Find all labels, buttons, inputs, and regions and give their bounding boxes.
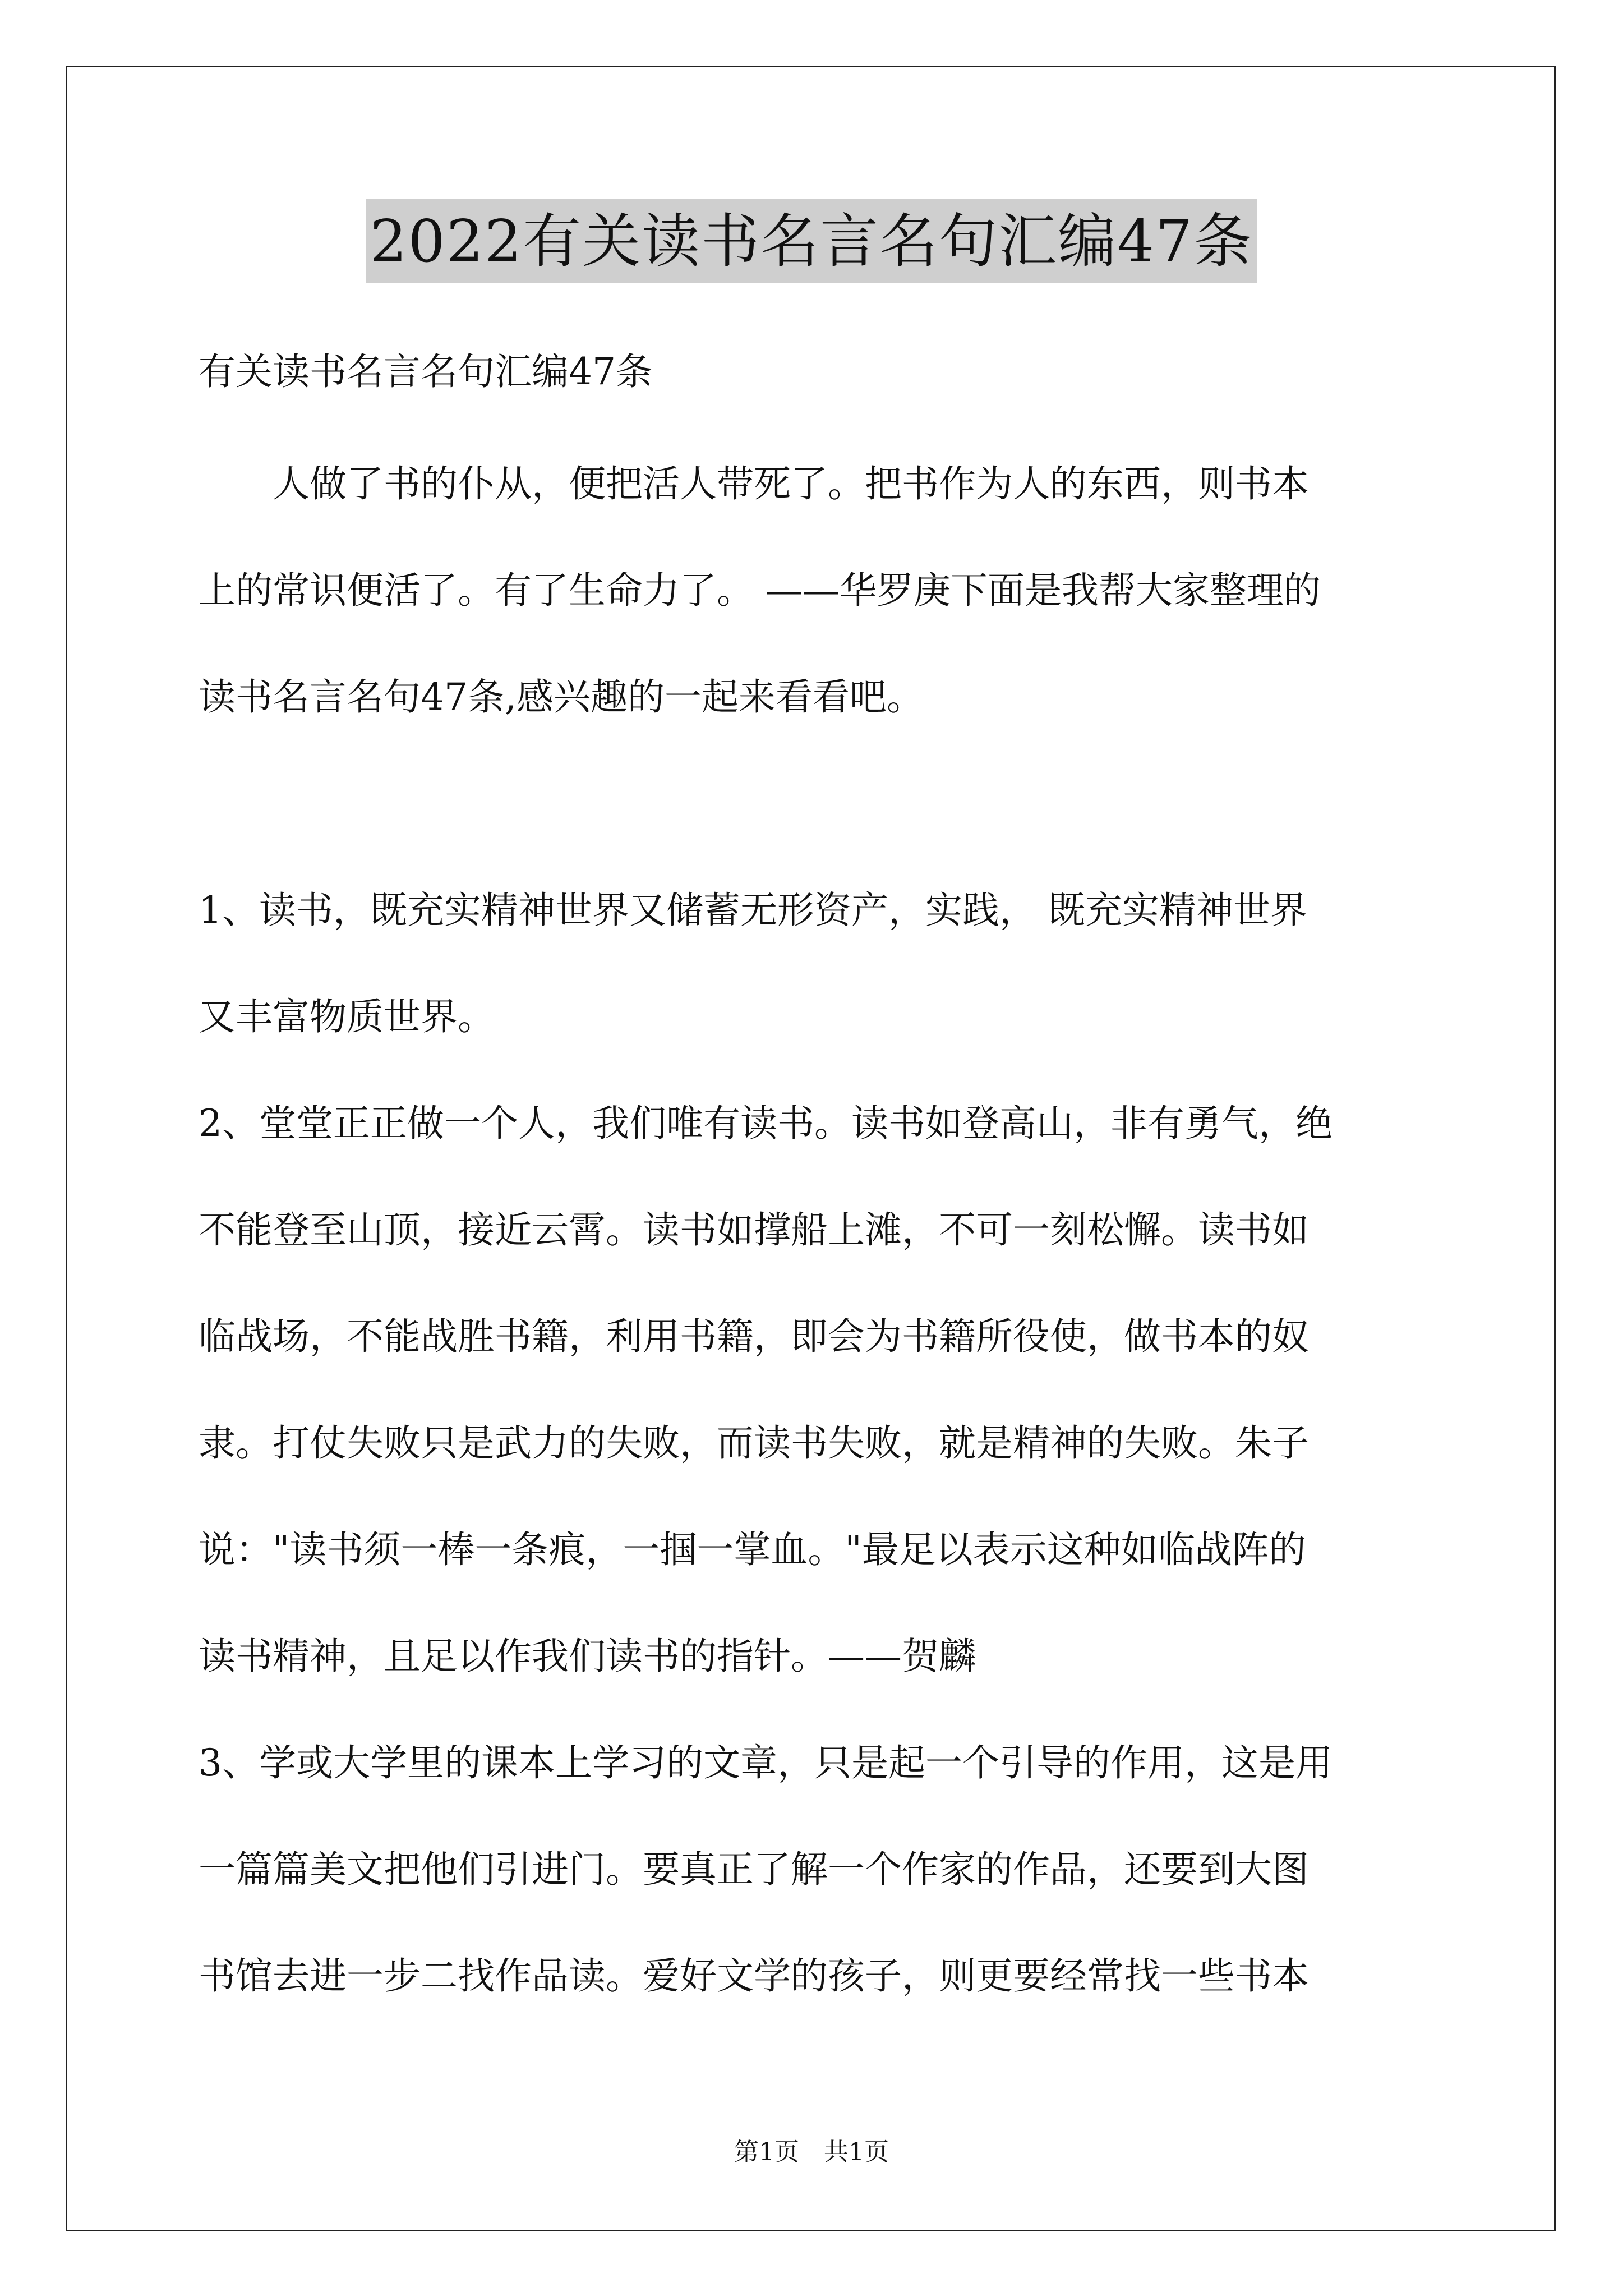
text-line: 书馆去进一步二找作品读。爱好文学的孩子，则更要经常找一些书本 bbox=[199, 1954, 1309, 1998]
text-line: 又丰富物质世界。 bbox=[199, 995, 495, 1038]
text-line: 2、堂堂正正做一个人，我们唯有读书。读书如登高山，非有勇气，绝 bbox=[199, 1102, 1332, 1145]
document-title: 2022有关读书名言名句汇编47条 bbox=[366, 199, 1256, 283]
text-line: 隶。打仗失败只是武力的失败，而读书失败，就是精神的失败。朱子 bbox=[199, 1421, 1309, 1465]
text-line: 一篇篇美文把他们引进门。要真正了解一个作家的作品，还要到大图 bbox=[199, 1848, 1309, 1891]
text-line: 人做了书的仆从，便把活人带死了。把书作为人的东西，则书本 bbox=[199, 462, 1309, 505]
text-line: 说："读书须一棒一条痕，一掴一掌血。"最足以表示这种如临战阵的 bbox=[199, 1528, 1306, 1571]
text-line: 1、读书，既充实精神世界又储蓄无形资产，实践， 既充实精神世界 bbox=[199, 889, 1307, 932]
text-line: 有关读书名言名句汇编47条 bbox=[199, 350, 653, 393]
page-footer: 第1页 共1页 bbox=[734, 2138, 889, 2166]
text-line: 读书精神，且足以作我们读书的指针。——贺麟 bbox=[199, 1635, 976, 1678]
text-line: 临战场，不能战胜书籍，利用书籍，即会为书籍所役使，做书本的奴 bbox=[199, 1315, 1309, 1358]
text-line: 3、学或大学里的课本上学习的文章，只是起一个引导的作用，这是用 bbox=[199, 1741, 1332, 1784]
text-line: 上的常识便活了。有了生命力了。 ——华罗庚下面是我帮大家整理的 bbox=[199, 569, 1321, 612]
text-line: 读书名言名句47条,感兴趣的一起来看看吧。 bbox=[199, 675, 924, 719]
document-title-wrap bbox=[0, 199, 1623, 283]
text-line: 不能登至山顶，接近云霄。读书如撑船上滩，不可一刻松懈。读书如 bbox=[199, 1208, 1309, 1251]
